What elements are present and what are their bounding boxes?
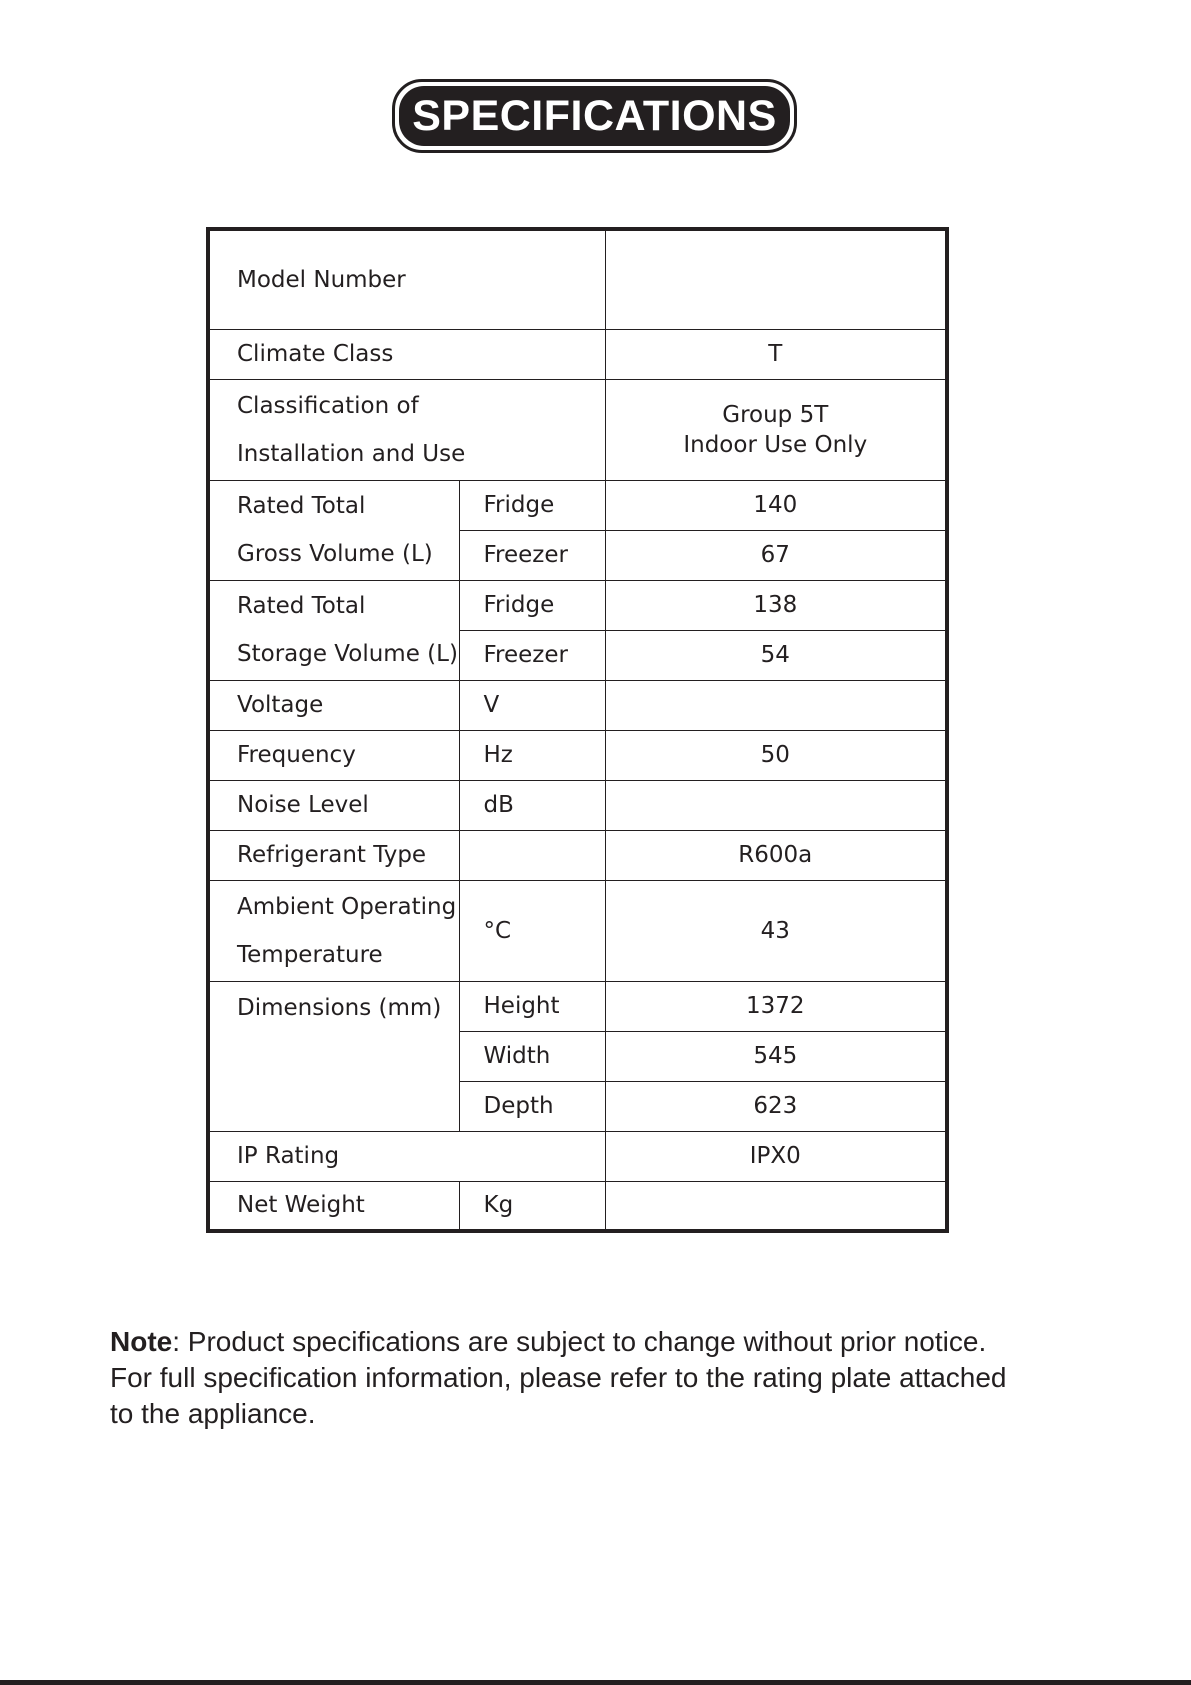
row-storage-volume-fridge bbox=[208, 580, 947, 630]
note-line1-text: : Product specifications are subject to change without prior notice. bbox=[172, 1326, 987, 1357]
classification-value bbox=[605, 379, 947, 480]
refrigerant-unit bbox=[459, 830, 605, 880]
dimensions-label: Dimensions (mm) bbox=[208, 981, 459, 1131]
gross-freezer-label: Freezer bbox=[459, 530, 605, 580]
note-line-3: to the appliance. bbox=[110, 1398, 316, 1429]
dimensions-width-label: Width bbox=[459, 1031, 605, 1081]
classification-value-line1: Group 5T bbox=[722, 401, 829, 428]
ambient-temp-unit: °C bbox=[459, 880, 605, 981]
gross-volume-label bbox=[208, 480, 459, 580]
classification-value-line2: Indoor Use Only bbox=[683, 431, 868, 458]
dimensions-height-value: 1372 bbox=[605, 981, 947, 1031]
row-ambient-temp bbox=[208, 880, 947, 981]
row-net-weight bbox=[208, 1181, 947, 1231]
ambient-temp-label-line1: Ambient Operating bbox=[237, 893, 457, 920]
dimensions-height-label: Height bbox=[459, 981, 605, 1031]
row-voltage bbox=[208, 680, 947, 730]
bottom-border bbox=[0, 1680, 1191, 1685]
storage-fridge-value: 138 bbox=[605, 580, 947, 630]
storage-volume-label-line2: Storage Volume (L) bbox=[237, 641, 458, 667]
row-gross-volume-fridge bbox=[208, 480, 947, 530]
climate-class-label: Climate Class bbox=[208, 329, 605, 379]
storage-volume-label bbox=[208, 580, 459, 680]
noise-level-value bbox=[605, 780, 947, 830]
frequency-unit: Hz bbox=[459, 730, 605, 780]
note-heading: Note bbox=[110, 1326, 173, 1357]
refrigerant-value: R600a bbox=[605, 830, 947, 880]
note-line-2: For full specification information, please refer to the rating plate attached bbox=[110, 1362, 1007, 1393]
net-weight-value bbox=[605, 1181, 947, 1231]
row-model-number bbox=[208, 229, 947, 329]
page-title: SPECIFICATIONS bbox=[399, 86, 790, 146]
row-frequency bbox=[208, 730, 947, 780]
model-number-label: Model Number bbox=[208, 229, 605, 329]
storage-freezer-value: 54 bbox=[605, 630, 947, 680]
net-weight-label: Net Weight bbox=[208, 1181, 459, 1231]
dimensions-width-value: 545 bbox=[605, 1031, 947, 1081]
ambient-temp-value: 43 bbox=[605, 880, 947, 981]
ip-rating-label: IP Rating bbox=[208, 1131, 605, 1181]
ambient-temp-label-line2: Temperature bbox=[237, 941, 383, 968]
model-number-value bbox=[605, 229, 947, 329]
note-line-1 bbox=[110, 1324, 1110, 1360]
frequency-label: Frequency bbox=[208, 730, 459, 780]
climate-class-value: T bbox=[605, 329, 947, 379]
dimensions-depth-value: 623 bbox=[605, 1081, 947, 1131]
frequency-value: 50 bbox=[605, 730, 947, 780]
classification-label bbox=[208, 379, 605, 480]
specifications-table bbox=[206, 227, 949, 1233]
row-ip-rating bbox=[208, 1131, 947, 1181]
voltage-label: Voltage bbox=[208, 680, 459, 730]
ambient-temp-label bbox=[208, 880, 459, 981]
voltage-value bbox=[605, 680, 947, 730]
noise-level-unit: dB bbox=[459, 780, 605, 830]
title-badge bbox=[392, 79, 797, 153]
classification-label-line1: Classification of bbox=[237, 392, 419, 419]
noise-level-label: Noise Level bbox=[208, 780, 459, 830]
gross-fridge-value: 140 bbox=[605, 480, 947, 530]
voltage-unit: V bbox=[459, 680, 605, 730]
dimensions-depth-label: Depth bbox=[459, 1081, 605, 1131]
net-weight-unit: Kg bbox=[459, 1181, 605, 1231]
row-climate-class bbox=[208, 329, 947, 379]
storage-volume-label-line1: Rated Total bbox=[237, 593, 366, 619]
gross-volume-label-line1: Rated Total bbox=[237, 493, 366, 519]
row-noise-level bbox=[208, 780, 947, 830]
note-paragraph bbox=[110, 1324, 1110, 1432]
gross-volume-label-line2: Gross Volume (L) bbox=[237, 541, 433, 567]
row-dimensions-height bbox=[208, 981, 947, 1031]
row-refrigerant bbox=[208, 830, 947, 880]
row-classification bbox=[208, 379, 947, 480]
refrigerant-label: Refrigerant Type bbox=[208, 830, 459, 880]
gross-freezer-value: 67 bbox=[605, 530, 947, 580]
classification-label-line2: Installation and Use bbox=[237, 440, 466, 467]
ip-rating-value: IPX0 bbox=[605, 1131, 947, 1181]
gross-fridge-label: Fridge bbox=[459, 480, 605, 530]
storage-fridge-label: Fridge bbox=[459, 580, 605, 630]
storage-freezer-label: Freezer bbox=[459, 630, 605, 680]
